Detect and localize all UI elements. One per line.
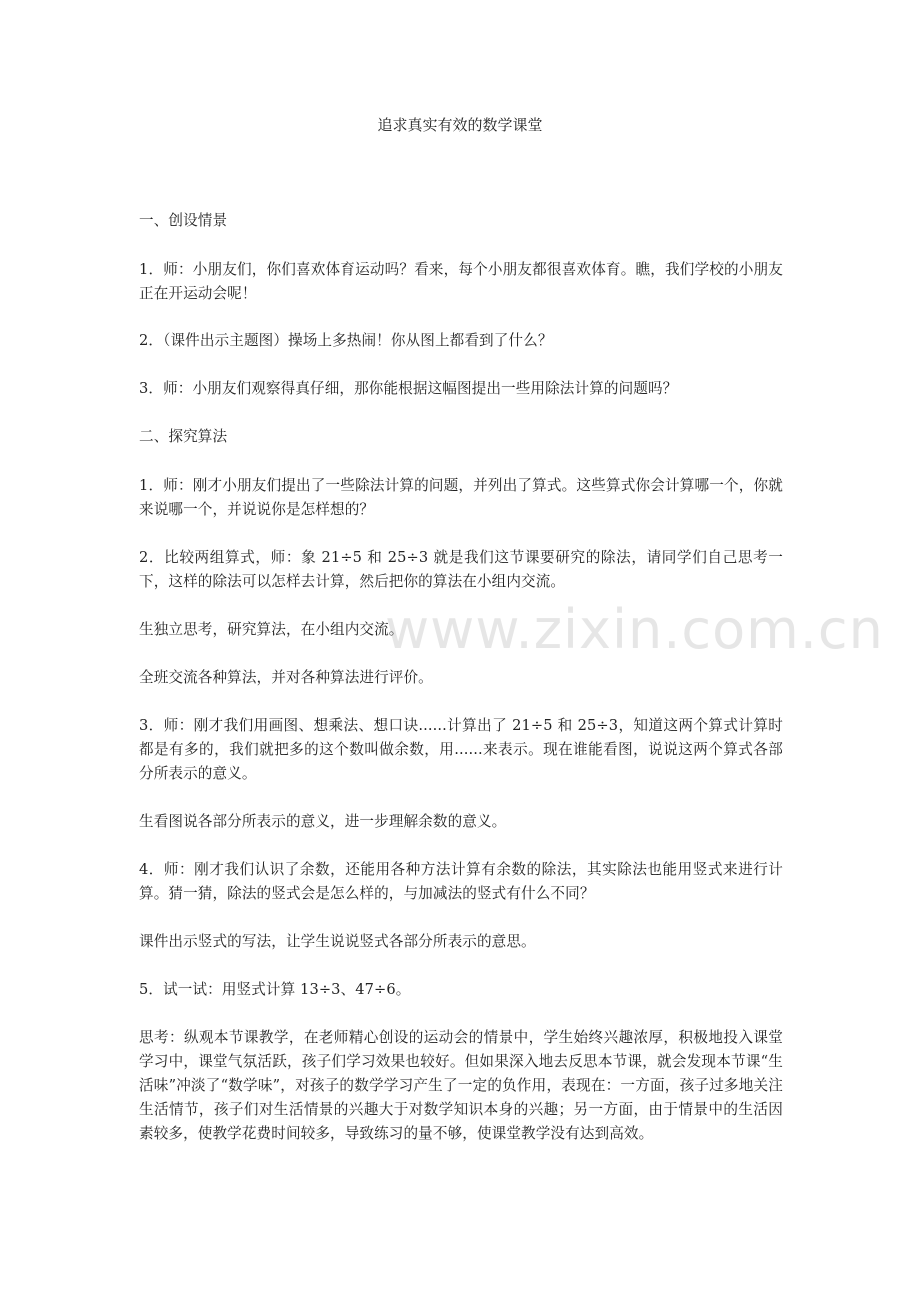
paragraph: 3．师：小朋友们观察得真仔细，那你能根据这幅图提出一些用除法计算的问题吗？ [139,380,678,397]
paragraph: 全班交流各种算法，并对各种算法进行评价。 [139,669,433,686]
section-heading-1: 一、创设情景 [139,212,228,229]
section-heading-2: 二、探究算法 [139,428,228,445]
document-title: 追求真实有效的数学课堂 [377,116,543,134]
paragraph: 2．比较两组算式，师：象 21÷5 和 25÷3 就是我们这节课要研究的除法，请同学们自己思考一下，这样的除法可以怎样去计算，然后把你的算法在小组内交流。 [139,549,783,590]
reflection-paragraph: 思考：纵观本节课教学，在老师精心创设的运动会的情景中，学生始终兴趣浓厚，积极地投入课堂学习中，课堂气氛活跃，孩子们学习效果也较好。但如果深入地去反思本节课，就会发现本节课“生活味”冲淡了“数学味”，对孩子的数学学习产生了一定的负作用，表现在：一方面，孩子过多地关注生活情节，孩子们对生活情景的兴趣大于对数学知识本身的兴趣；另一方面，由于情景中的生活因素较多，使教学花费时间较多，导致练习的量不够，使课堂教学没有达到高效。 [139,1029,783,1142]
paragraph: 生看图说各部分所表示的意义，进一步理解余数的意义。 [139,813,507,830]
paragraph: 3．师：刚才我们用画图、想乘法、想口诀......计算出了 21÷5 和 25÷3，知道这两个算式计算时都是有多的，我们就把多的这个数叫做余数，用......来表示。现在谁能看图，说说这两个算式各部分所表示的意义。 [139,717,783,782]
paragraph: 课件出示竖式的写法，让学生说说竖式各部分所表示的意思。 [139,933,536,950]
watermark: www.zixin.com.cn [385,598,884,661]
paragraph: 5．试一试：用竖式计算 13÷3、47÷6。 [139,981,411,998]
paragraph: 1．师：刚才小朋友们提出了一些除法计算的问题，并列出了算式。这些算式你会计算哪一个，你就来说哪一个，并说说你是怎样想的？ [139,477,783,518]
paragraph: 1．师：小朋友们，你们喜欢体育运动吗？看来，每个小朋友都很喜欢体育。瞧，我们学校的小朋友正在开运动会呢！ [139,261,783,302]
paragraph: 生独立思考，研究算法，在小组内交流。 [139,621,404,638]
paragraph: 4．师：刚才我们认识了余数，还能用各种方法计算有余数的除法，其实除法也能用竖式来进行计算。猜一猜，除法的竖式会是怎么样的，与加减法的竖式有什么不同？ [139,861,783,902]
paragraph: 2．（课件出示主题图）操场上多热闹！你从图上都看到了什么？ [139,332,553,349]
